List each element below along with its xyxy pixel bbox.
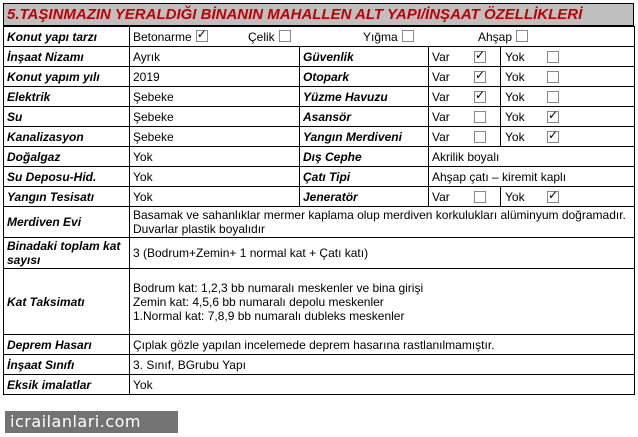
var-yok-choice bbox=[432, 187, 631, 206]
var-checkbox[interactable] bbox=[474, 71, 486, 83]
row-label: Deprem Hasarı bbox=[4, 335, 130, 355]
row-value: Ahşap çatı – kiremit kaplı bbox=[429, 167, 635, 187]
var-checkbox[interactable] bbox=[474, 51, 486, 63]
text-line: Bodrum kat: 1,2,3 bb numaralı meskenler ve bina girişi bbox=[133, 280, 424, 295]
option-checkbox[interactable] bbox=[279, 30, 291, 42]
table-row bbox=[4, 147, 635, 167]
construction-type-options bbox=[130, 27, 635, 47]
yok-label: Yok bbox=[505, 129, 525, 144]
divider bbox=[500, 127, 501, 146]
row-label: Çatı Tipi bbox=[300, 167, 429, 187]
option-label: Betonarme bbox=[133, 29, 192, 44]
divider bbox=[500, 47, 501, 66]
section-title: 5.TAŞINMAZIN YERALDIĞI BİNANIN MAHALLEN ALT YAPI/İNŞAAT ÖZELLİKLERİ bbox=[3, 3, 634, 26]
var-yok-choice bbox=[432, 107, 631, 126]
option-checkbox[interactable] bbox=[516, 30, 528, 42]
table-row bbox=[4, 187, 635, 207]
row-label: Su Deposu-Hid. bbox=[4, 167, 130, 187]
var-label: Var bbox=[432, 69, 450, 84]
table-row bbox=[4, 207, 635, 238]
var-checkbox[interactable] bbox=[474, 131, 486, 143]
row-label: İnşaat Sınıfı bbox=[4, 355, 130, 375]
option-label: Ahşap bbox=[478, 29, 513, 44]
text-line: 1.Normal kat: 7,8,9 bb numaralı dubleks meskenler bbox=[133, 308, 405, 323]
var-checkbox[interactable] bbox=[474, 191, 486, 203]
row-value: Yok bbox=[130, 375, 635, 395]
table-row bbox=[4, 107, 635, 127]
table-row bbox=[4, 238, 635, 269]
var-checkbox[interactable] bbox=[474, 91, 486, 103]
divider bbox=[500, 107, 501, 126]
row-value: Yok bbox=[130, 187, 300, 207]
divider bbox=[500, 187, 501, 206]
divider bbox=[500, 87, 501, 106]
row-label: Doğalgaz bbox=[4, 147, 130, 167]
var-yok-choice bbox=[432, 67, 631, 86]
yok-label: Yok bbox=[505, 49, 525, 64]
table-row bbox=[4, 167, 635, 187]
row-label: Binadaki toplam kat sayısı bbox=[4, 238, 130, 269]
yok-checkbox[interactable] bbox=[547, 51, 559, 63]
row-label: Su bbox=[4, 107, 130, 127]
row-value bbox=[130, 269, 635, 335]
row-label: Güvenlik bbox=[300, 47, 429, 67]
var-label: Var bbox=[432, 189, 450, 204]
row-label: Merdiven Evi bbox=[4, 207, 130, 238]
var-yok-choice bbox=[432, 87, 631, 106]
yok-checkbox[interactable] bbox=[547, 131, 559, 143]
row-value: 2019 bbox=[130, 67, 300, 87]
text-line: Zemin kat: 4,5,6 bb numaralı depolu meskenler bbox=[133, 294, 384, 309]
table-row bbox=[4, 127, 635, 147]
option-checkbox[interactable] bbox=[402, 30, 414, 42]
row-label: Kanalizasyon bbox=[4, 127, 130, 147]
yok-checkbox[interactable] bbox=[547, 71, 559, 83]
features-table bbox=[3, 26, 635, 395]
row-value: Akrilik boyalı bbox=[429, 147, 635, 167]
yok-checkbox[interactable] bbox=[547, 111, 559, 123]
row-value: Yok bbox=[130, 147, 300, 167]
table-row bbox=[4, 47, 635, 67]
var-label: Var bbox=[432, 109, 450, 124]
table-row bbox=[4, 269, 635, 335]
row-value bbox=[429, 107, 635, 127]
row-label: Elektrik bbox=[4, 87, 130, 107]
row-label: Dış Cephe bbox=[300, 147, 429, 167]
row-label: Yangın Tesisatı bbox=[4, 187, 130, 207]
var-yok-choice bbox=[432, 47, 631, 66]
row-value: 3 (Bodrum+Zemin+ 1 normal kat + Çatı katı) bbox=[130, 238, 635, 269]
yok-label: Yok bbox=[505, 69, 525, 84]
yok-label: Yok bbox=[505, 109, 525, 124]
table-row bbox=[4, 87, 635, 107]
row-value: 3. Sınıf, BGrubu Yapı bbox=[130, 355, 635, 375]
row-value bbox=[429, 87, 635, 107]
row-label: İnşaat Nizamı bbox=[4, 47, 130, 67]
var-label: Var bbox=[432, 49, 450, 64]
row-label: Konut yapı tarzı bbox=[4, 27, 130, 47]
row-label: Eksik imalatlar bbox=[4, 375, 130, 395]
watermark: icrailanlari.com bbox=[5, 411, 178, 433]
row-value: Şebeke bbox=[130, 127, 300, 147]
table-row bbox=[4, 355, 635, 375]
row-value: Çıplak gözle yapılan incelemede deprem hasarına rastlanılmamıştır. bbox=[130, 335, 635, 355]
yok-label: Yok bbox=[505, 189, 525, 204]
option-label: Çelik bbox=[248, 29, 275, 44]
construction-option bbox=[133, 30, 248, 44]
option-label: Yığma bbox=[363, 29, 398, 44]
table-row bbox=[4, 335, 635, 355]
var-label: Var bbox=[432, 129, 450, 144]
table-row bbox=[4, 375, 635, 395]
row-value bbox=[429, 47, 635, 67]
row-value: Basamak ve sahanlıklar mermer kaplama olup merdiven korkulukları alüminyum doğramadır. Duvarlar plastik boyalıdır bbox=[130, 207, 635, 238]
row-value bbox=[429, 127, 635, 147]
row-label: Asansör bbox=[300, 107, 429, 127]
property-features-sheet bbox=[3, 3, 634, 395]
divider bbox=[500, 67, 501, 86]
row-label: Kat Taksimatı bbox=[4, 269, 130, 335]
row-value bbox=[429, 187, 635, 207]
yok-checkbox[interactable] bbox=[547, 91, 559, 103]
var-yok-choice bbox=[432, 127, 631, 146]
row-label: Otopark bbox=[300, 67, 429, 87]
row-label: Yüzme Havuzu bbox=[300, 87, 429, 107]
row-label: Yangın Merdiveni bbox=[300, 127, 429, 147]
row-value bbox=[429, 67, 635, 87]
construction-option bbox=[478, 30, 558, 44]
table-row bbox=[4, 67, 635, 87]
row-value: Ayrık bbox=[130, 47, 300, 67]
row-label: Konut yapım yılı bbox=[4, 67, 130, 87]
row-label: Jeneratör bbox=[300, 187, 429, 207]
construction-option bbox=[248, 30, 363, 44]
option-checkbox[interactable] bbox=[196, 30, 208, 42]
construction-option bbox=[363, 30, 478, 44]
row-value: Şebeke bbox=[130, 107, 300, 127]
row-value: Yok bbox=[130, 167, 300, 187]
row-value: Şebeke bbox=[130, 87, 300, 107]
var-label: Var bbox=[432, 89, 450, 104]
var-checkbox[interactable] bbox=[474, 111, 486, 123]
table-row bbox=[4, 27, 635, 47]
yok-label: Yok bbox=[505, 89, 525, 104]
yok-checkbox[interactable] bbox=[547, 191, 559, 203]
